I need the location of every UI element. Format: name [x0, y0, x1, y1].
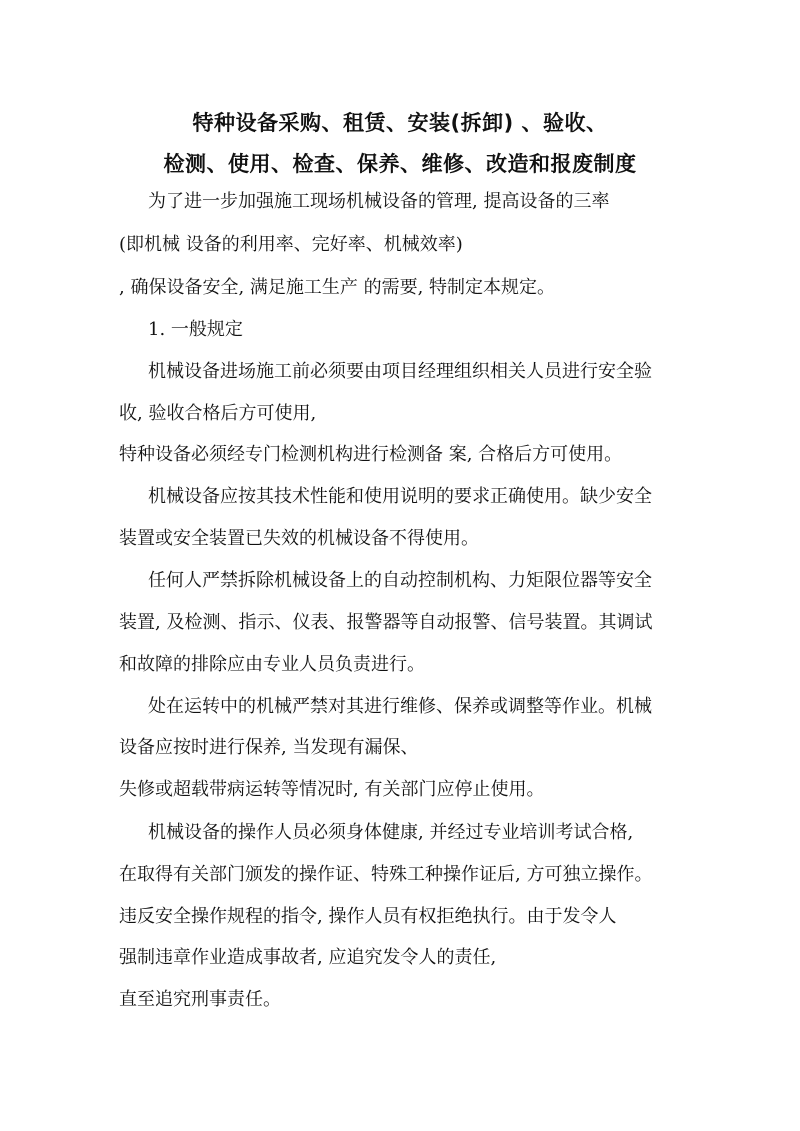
paragraph-line: 处在运转中的机械严禁对其进行维修、保养或调整等作业。机械	[148, 696, 652, 717]
paragraph-line: 失修或超载带病运转等情况时, 有关部门应停止使用。	[119, 779, 545, 800]
paragraph-line: 直至追究刑事责任。	[119, 989, 281, 1010]
paragraph-line: 强制违章作业造成事故者, 应追究发令人的责任,	[119, 947, 497, 968]
paragraph-line: 机械设备应按其技术性能和使用说明的要求正确使用。缺少安全	[148, 486, 652, 507]
section-heading: 1. 一般规定	[148, 319, 243, 340]
document-title-line-1: 特种设备采购、租赁、安装(拆卸) 、验收、	[192, 111, 608, 135]
paragraph-line: 在取得有关部门颁发的操作证、特殊工种操作证后, 方可独立操作。	[119, 864, 653, 885]
paragraph-line: , 确保设备安全, 满足施工生产 的需要, 特制定本规定。	[119, 277, 556, 298]
paragraph-line: 任何人严禁拆除机械设备上的自动控制机构、力矩限位器等安全	[148, 570, 652, 591]
paragraph-line: 设备应按时进行保养, 当发现有漏保、	[119, 737, 419, 758]
paragraph-line: 收, 验收合格后方可使用,	[119, 403, 317, 424]
paragraph-line: (即机械 设备的利用率、完好率、机械效率)	[119, 234, 463, 255]
paragraph-line: 装置, 及检测、指示、仪表、报警器等自动报警、信号装置。其调试	[119, 612, 653, 633]
document-title-line-2: 检测、使用、检查、保养、维修、改造和报废制度	[163, 152, 637, 176]
paragraph-line: 装置或安全装置已失效的机械设备不得使用。	[119, 528, 479, 549]
paragraph-line: 机械设备的操作人员必须身体健康, 并经过专业培训考试合格,	[148, 822, 634, 843]
paragraph-line: 特种设备必须经专门检测机构进行检测备 案, 合格后方可使用。	[119, 444, 623, 465]
paragraph-line: 机械设备进场施工前必须要由项目经理组织相关人员进行安全验	[148, 361, 652, 382]
paragraph-line: 和故障的排除应由专业人员负责进行。	[119, 654, 425, 675]
paragraph-line: 违反安全操作规程的指令, 操作人员有权拒绝执行。由于发令人	[119, 906, 617, 927]
paragraph-line: 为了进一步加强施工现场机械设备的管理, 提高设备的三率	[148, 191, 610, 212]
